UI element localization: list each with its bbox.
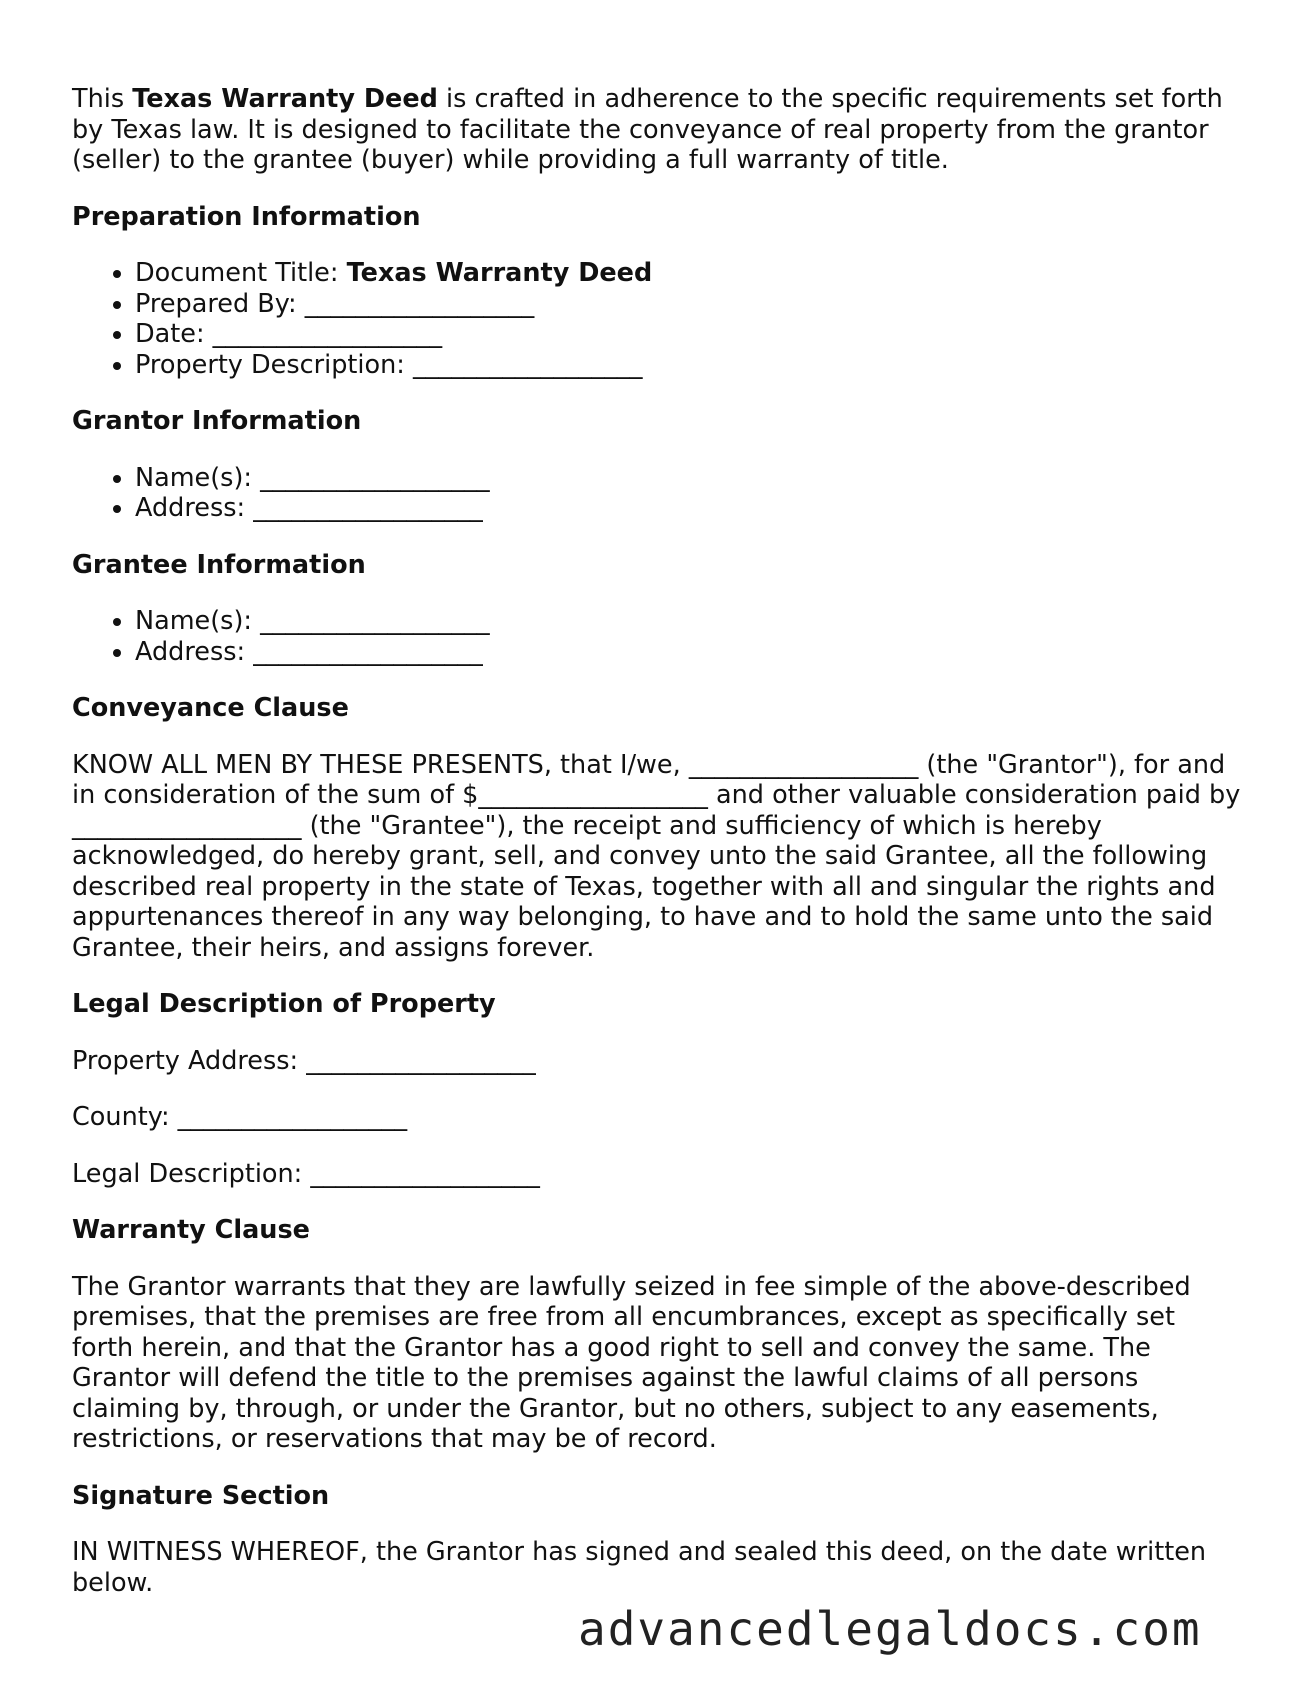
document-body bbox=[72, 84, 1242, 1624]
preparation-list bbox=[72, 258, 1242, 380]
list-item-grantor-name bbox=[135, 463, 1242, 494]
legal-description-blank[interactable]: __________________ bbox=[310, 1158, 540, 1189]
list-item-grantor-address bbox=[135, 493, 1242, 524]
conveyance-heading: Conveyance Clause bbox=[72, 693, 349, 723]
legal-description-heading: Legal Description of Property bbox=[72, 989, 496, 1019]
intro-text-after: is crafted in adherence to the specific requirements set forth by Texas law. It is designed to facilitate the conveyance of real property from the grantor (seller) to the grantee (buyer) while providing a full warranty of title. bbox=[72, 84, 1223, 175]
warranty-paragraph: The Grantor warrants that they are lawfully seized in fee simple of the above-described premises, that the premises are free from all encumbrances, except as specifically set forth herein, and that the Grantor has a good right to sell and convey the same. The Grantor will defend the title to the premises against the lawful claims of all persons claiming by, through, or under the Grantor, but no others, subject to any easements, restrictions, or reservations that may be of record. bbox=[72, 1271, 1191, 1454]
legal-description-label: Legal Description: bbox=[72, 1158, 311, 1189]
grantee-list bbox=[72, 606, 1242, 667]
intro-text-before: This bbox=[72, 84, 133, 114]
property-address-line bbox=[72, 1046, 1242, 1077]
grantor-address-label: Address: bbox=[135, 493, 254, 523]
conveyance-text-1: KNOW ALL MEN BY THESE PRESENTS, that I/we, bbox=[72, 749, 689, 780]
property-description-blank[interactable]: __________________ bbox=[412, 349, 643, 380]
grantee-name-blank[interactable]: __________________ bbox=[260, 606, 490, 636]
conveyance-text-4: (the "Grantee"), the receipt and sufficiency of which is hereby acknowledged, do hereby grant, sell, and convey unto the said Grantee, all the following described real property in the state of Texas, together with all and singular the rights and appurtenances thereof in any way belonging, to have and to hold the same unto the said Grantee, their heirs, and assigns forever. bbox=[72, 810, 1216, 963]
grantor-name-label: Name(s): bbox=[135, 462, 261, 493]
watermark-text: advancedlegaldocs.com bbox=[578, 1602, 1202, 1656]
signature-paragraph: IN WITNESS WHEREOF, the Grantor has signed and sealed this deed, on the date written below. bbox=[72, 1537, 1207, 1598]
property-address-label: Property Address: bbox=[72, 1045, 307, 1076]
signature-heading: Signature Section bbox=[72, 1480, 330, 1511]
conveyance-paragraph bbox=[72, 750, 1242, 964]
list-item-grantee-name bbox=[135, 606, 1242, 637]
county-label: County: bbox=[72, 1102, 178, 1132]
warranty-heading: Warranty Clause bbox=[72, 1215, 310, 1245]
grantor-list bbox=[72, 463, 1242, 524]
list-item-grantee-address bbox=[135, 637, 1242, 668]
conveyance-amount-blank[interactable]: __________________ bbox=[478, 780, 708, 810]
grantor-heading: Grantor Information bbox=[72, 406, 362, 436]
property-address-blank[interactable]: __________________ bbox=[306, 1045, 536, 1076]
conveyance-grantee-blank[interactable]: __________________ bbox=[72, 810, 302, 841]
list-item-property-description bbox=[135, 350, 1242, 381]
prepared-by-label: Prepared By: bbox=[135, 288, 305, 319]
conveyance-text-2: (the "Grantor"), for and in consideration of the sum of $ bbox=[72, 749, 1226, 810]
grantor-address-blank[interactable]: __________________ bbox=[253, 493, 483, 523]
grantee-name-label: Name(s): bbox=[135, 606, 261, 636]
list-item-prepared-by bbox=[135, 289, 1242, 320]
list-item-document-title bbox=[135, 258, 1242, 289]
legal-description-line bbox=[72, 1159, 1242, 1190]
conveyance-grantor-blank[interactable]: __________________ bbox=[688, 749, 919, 780]
grantor-name-blank[interactable]: __________________ bbox=[260, 462, 490, 493]
county-blank[interactable]: __________________ bbox=[177, 1102, 408, 1132]
conveyance-text-3: and other valuable consideration paid by bbox=[707, 780, 1241, 810]
prepared-by-blank[interactable]: __________________ bbox=[304, 288, 535, 319]
grantee-address-label: Address: bbox=[135, 636, 254, 667]
grantee-address-blank[interactable]: __________________ bbox=[253, 636, 483, 667]
preparation-heading: Preparation Information bbox=[72, 201, 421, 232]
intro-document-title: Texas Warranty Deed bbox=[132, 84, 438, 114]
date-blank[interactable]: __________________ bbox=[212, 319, 443, 349]
property-description-label: Property Description: bbox=[135, 349, 413, 380]
list-item-date bbox=[135, 319, 1242, 350]
intro-paragraph bbox=[72, 84, 1242, 176]
document-title-label: Document Title: bbox=[135, 258, 347, 288]
county-line bbox=[72, 1102, 1242, 1133]
document-title-value: Texas Warranty Deed bbox=[346, 258, 653, 288]
date-label: Date: bbox=[135, 319, 213, 349]
grantee-heading: Grantee Information bbox=[72, 549, 366, 580]
